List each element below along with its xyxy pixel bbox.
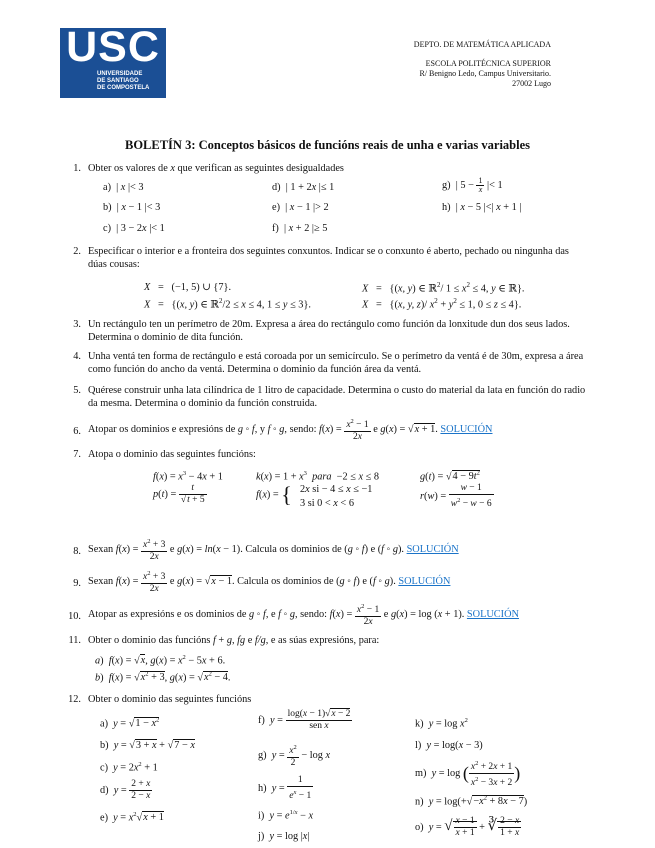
logo-text: USC (66, 23, 160, 71)
p7-f5-case-1: 2x si − 4 ≤ x ≤ −1 (300, 484, 373, 495)
problem-6-text: Atopar os dominios e expresións de g ◦ f, y f ◦ g, sendo: f(x) = $\frac{x^2 - 1}{2x}$ e g(x) = √x + 1. SOLUCIÓN (88, 418, 493, 443)
problem-2-text: Especificar o interior e a fronteira dos seguintes conxuntos. Indicar se o conxunto é aberto, pechado ou ningunha das dúas cousas: (88, 246, 569, 271)
address-city: 27002 Lugo (512, 79, 551, 88)
problem-10-text: Atopar as expresións e os dominios de g ◦ f, e f ◦ g, sendo: f(x) = $\frac{x^2 - 1}{2x}$ e g(x) = log (x + 1). SOLUCIÓN (88, 603, 519, 628)
set-4: X = {(x, y, z)/ $x^2 + y^2 \le 1$, 0 ≤ z ≤ 4}. (362, 297, 522, 311)
solution-link-9[interactable]: SOLUCIÓN (398, 575, 451, 587)
set-2: X = {(x, y) ∈ ℝ$^2$/ $1 \le x^2 \le 4$, y ∈ ℝ}. (362, 281, 525, 295)
p1-item-g: g) | 5 − $\frac{1}{x}$ |< 1 (442, 176, 503, 194)
problem-4-text: Unha ventá ten forma de rectángulo e está coroada por un semicírculo. Se o perímetro da ventá é de 30m, expresa a área como función do ancho da ventá. Determina o dominio da función área da ventá. (88, 351, 584, 376)
p12-item-j: j) y = log |x| (258, 831, 310, 842)
p12-item-k: k) $y = \log x^2$ (415, 717, 468, 730)
problem-12-text: Obter o dominio das seguintes funcións (88, 694, 252, 705)
problem-9-text: Sexan f(x) = $\frac{x^2 + 3}{2x}$ e g(x) = √x − 1. Calcula os dominios de (g ◦ f) e (f ◦ g). SOLUCIÓN (88, 570, 451, 595)
set-3: X = {(x, y) ∈ ℝ$^2$/2 ≤ x ≤ 4, 1 ≤ y ≤ 3}. (144, 297, 311, 311)
p12-item-h: h) y = $\frac{1}{e^x - 1}$ (258, 775, 312, 802)
p7-f2: $k(x) = 1 + x^3$ para −2 ≤ x ≤ 8 (256, 470, 379, 483)
problem-8-text: Sexan f(x) = $\frac{x^2 + 3}{2x}$ e g(x) = ln(x − 1). Calcula os dominios de (g ◦ f) e (f ◦ g). SOLUCIÓN (88, 538, 459, 563)
p1-item-c: c) | 3 − 2x |< 1 (103, 223, 165, 234)
p7-f5: f(x) = { (256, 482, 292, 507)
p12-item-l: l) y = log(x − 3) (415, 740, 483, 751)
p11-item-b: b) $f(x) = √x^2 + 3$, $g(x) = √x^2 - 4$. (95, 671, 231, 684)
p7-f3: $g(t) = √4 - 9t^2$ (420, 470, 480, 483)
p12-item-e: e) $y = x^2√x + 1$ (100, 811, 164, 824)
p1-item-b: b) | x − 1 |< 3 (103, 202, 161, 213)
p1-item-h: h) | x − 5 |<| x + 1 | (442, 202, 522, 213)
logo-subtext: UNIVERSIDADE DE SANTIAGO DE COMPOSTELA (97, 71, 150, 91)
p1-item-a: a) | x |< 3 (103, 182, 144, 193)
p7-f6: r(w) = $\frac{w - 1}{w^2 - w - 6}$ (420, 483, 492, 510)
p12-item-o: o) y = √ $\frac{x - 1}{x + 1}$ + ∛ $\frac{2 - x}{1 + x}$ (415, 816, 520, 838)
school-name: ESCOLA POLITÉCNICA SUPERIOR (425, 59, 551, 68)
p12-item-n: n) $y = \log(+√-x^2 + 8x - 7)$ (415, 795, 528, 808)
p12-item-f: f) y = $\frac{\log(x - 1)√x - 2}{\text{sen x}}$ (258, 709, 351, 731)
problem-3-text: Un rectángulo ten un perímetro de 20m. Expresa a área do rectángulo como función da lonxitude dun dos seus lados. Determina o dominio de dita función. (88, 319, 570, 344)
set-1: X = (−1, 5) ∪ {7}. (144, 282, 232, 293)
p7-f4: p(t) = $\frac{t}{√t + 5}$ (153, 483, 205, 505)
problem-1-text: Obter os valores de x que verifican as seguintes desigualdades (88, 163, 344, 174)
p11-item-a: a) f(x) = √x, $g(x) = x^2 - 5x + 6$. (95, 654, 226, 667)
usc-logo (60, 23, 166, 98)
p12-item-b: b) y = √3 + x + √7 − x (100, 740, 195, 751)
solution-link-10[interactable]: SOLUCIÓN (466, 608, 519, 620)
p1-item-f: f) | x + 2 |≥ 5 (272, 223, 328, 234)
solution-link-8[interactable]: SOLUCIÓN (406, 543, 459, 555)
p7-f5-case-2: 3 si 0 < x < 6 (300, 498, 354, 509)
p12-item-c: c) $y = 2x^2 + 1$ (100, 761, 158, 774)
p1-item-e: e) | x − 1 |> 2 (272, 202, 329, 213)
solution-link-6[interactable]: SOLUCIÓN (440, 423, 493, 435)
dept-name: DEPTO. DE MATEMÁTICA APLICADA (413, 40, 551, 49)
p12-item-a: a) $y = √1 - x^2$ (100, 717, 160, 730)
p1-item-d: d) | 1 + 2x |≤ 1 (272, 182, 335, 193)
page-title: BOLETÍN 3: Conceptos básicos de funcións reais de unha e varias variables (124, 138, 531, 152)
problem-5-text: Quérese construir unha lata cilíndrica de 1 litro de capacidade. Determina o custo do material da lata en función do radio da mesma. Determina o dominio da función construida. (88, 385, 586, 410)
p7-f1: $f(x) = x^3 - 4x + 1$ (153, 470, 223, 483)
p12-item-d: d) y = $\frac{2 + x}{2 - x}$ (100, 779, 151, 801)
address-street: R/ Benigno Ledo, Campus Universitario. (419, 69, 551, 78)
problem-7-text: Atopa o dominio das seguintes funcións: (88, 449, 256, 460)
p12-item-g: g) y = $\frac{x^2}{2}$ − log x (258, 744, 331, 769)
problem-11-text: Obter o dominio das funcións f + g, fg e f/g, e as súas expresións, para: (88, 635, 380, 646)
p12-item-i: i) $y = e^{1/x} - x$ (258, 809, 314, 822)
p12-item-m: m) y = log ( $\frac{x^2 + 2x + 1}{x^2 - 3x + 2}$ ) (415, 760, 521, 789)
